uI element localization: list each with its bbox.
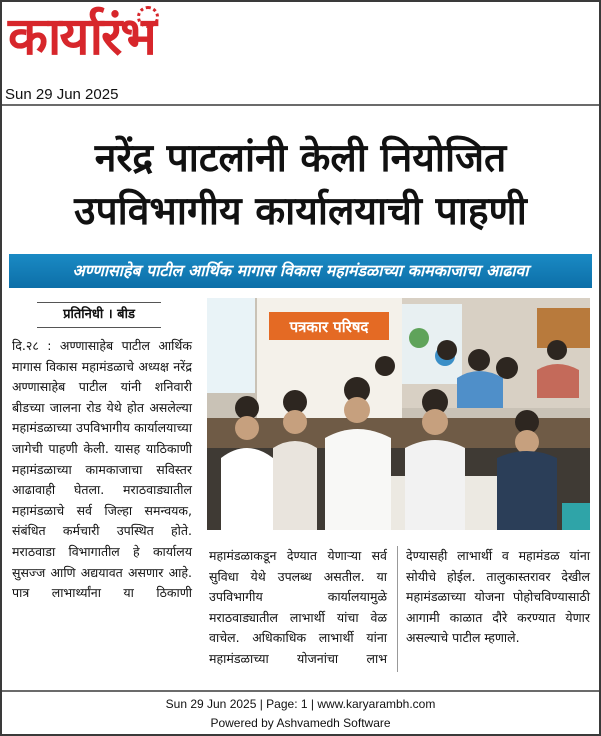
- headline: [0, 132, 601, 238]
- footer-powered-by: Powered by Ashvamedh Software: [210, 716, 391, 730]
- article-photo: [207, 298, 590, 530]
- article-column-2: महामंडळाकडून देण्यात येणाऱ्या सर्व सुविधा येथे उपलब्ध असतील. या उपविभागीय कार्यालयामुळे मराठवाड्यातील लाभार्थी यांचा वेळ वाचेल. अधिकाधिक लाभार्थी यांना महामंडळाच्या योजनांचा लाभ: [209, 548, 387, 666]
- article-column-3: देण्यासही लाभार्थी व महामंडळ यांना सोयीचे होईल. तालुकास्तरावर देखील महामंडळाच्या योजना पोहोचविण्यासाठी आगामी काळात दौरे करण्यात येणार असल्याचे पाटील म्हणाले.: [406, 548, 590, 646]
- sub-headline-strap: अण्णासाहेब पाटील आर्थिक मागास विकास महामंडळाच्या कामकाजाचा आढावा: [9, 254, 592, 288]
- newspaper-logo: कार्यारंभ: [8, 7, 155, 67]
- masthead: [8, 2, 228, 88]
- column-divider: [397, 546, 398, 672]
- header-divider: [2, 104, 599, 106]
- headline-line-1: नरेंद्र पाटलांनी केली नियोजित: [94, 136, 507, 181]
- photo-banner-title: पत्रकार परिषद: [289, 318, 369, 336]
- footer-issue-info: Sun 29 Jun 2025 | Page: 1 | www.karyarambh.com: [165, 697, 436, 711]
- page-footer: [2, 690, 599, 733]
- logo-sun-icon: [137, 6, 159, 28]
- headline-line-2: उपविभागीय कार्यालयाची पाहणी: [74, 189, 527, 234]
- issue-date: Sun 29 Jun 2025: [5, 86, 119, 103]
- article-column-1: दि.२८ : अण्णासाहेब पाटील आर्थिक मागास विकास महामंडळाचे अध्यक्ष नरेंद्र अण्णासाहेब पाटील यांनी शनिवारी बीडच्या जालना रोड येथे होत असलेल्या महामंडळाच्या उपविभागीय कार्यालयाच्या जागेची पाहणी केली. यासह याठिकाणी महामंडळाच्या कामकाजाचा सविस्तर आढावाही घेतला. मराठवाड्यातील महामंडळाचे सर्व जिल्हा समन्वयक, संबंधित कर्मचारी उपस्थित होते. मराठवाडा विभागातील हे कार्यालय सुसज्ज आणि अद्ययावत असणार आहे. पात्र लाभार्थ्यांना या ठिकाणी: [12, 338, 192, 601]
- byline: प्रतिनिधी । बीड: [37, 302, 161, 328]
